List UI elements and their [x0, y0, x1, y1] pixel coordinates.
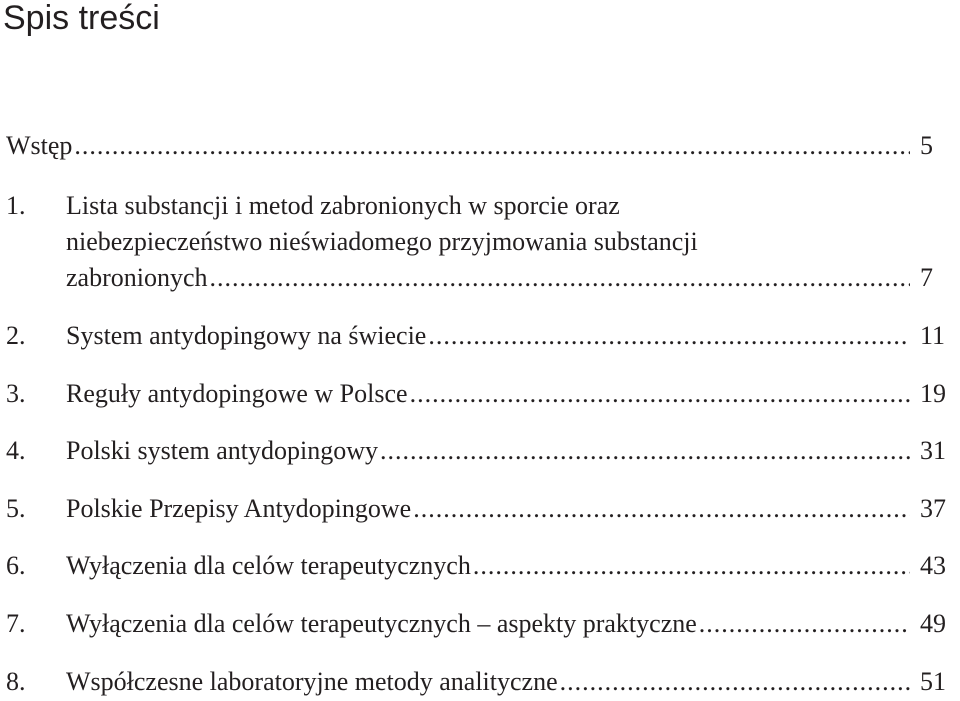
dot-leader — [699, 608, 910, 640]
toc-entry-title: Wyłączenia dla celów terapeutycznych – aspekty praktyczne — [66, 609, 697, 638]
toc-entry-number: 4. — [6, 436, 26, 465]
toc-page-number: 43 — [920, 551, 946, 580]
toc-entry-title: zabronionych — [66, 263, 208, 292]
dot-leader — [210, 262, 910, 294]
dot-leader — [410, 378, 910, 410]
dot-leader — [428, 320, 910, 352]
toc-page-number: 31 — [920, 436, 946, 465]
toc-entry-title-line: Lista substancji i metod zabronionych w sporcie oraz — [66, 191, 620, 220]
toc-entry-title-line: niebezpieczeństwo nieświadomego przyjmowania substancji — [66, 227, 698, 256]
toc-entry-title: Wyłączenia dla celów terapeutycznych — [66, 551, 471, 580]
toc-entry-title: Polski system antydopingowy — [66, 436, 379, 465]
toc-entry-title: Współczesne laboratoryjne metody analityczne — [66, 667, 558, 696]
dot-leader — [380, 435, 910, 467]
toc-page-number: 19 — [920, 379, 946, 408]
toc-page-number: 51 — [920, 667, 946, 696]
dot-leader — [74, 130, 910, 162]
toc-entry-title: System antydopingowy na świecie — [66, 321, 427, 350]
toc-entry-number: 7. — [6, 609, 26, 638]
toc-entry-number: 8. — [6, 667, 26, 696]
toc-entry-number: 3. — [6, 379, 26, 408]
toc-page-number: 11 — [920, 321, 946, 350]
toc-page-number: 49 — [920, 609, 946, 638]
dot-leader — [473, 550, 910, 582]
toc-entry-number: 6. — [6, 551, 26, 580]
toc-page-number: 37 — [920, 494, 946, 523]
toc-entry-number: 5. — [6, 494, 26, 523]
page-title: Spis treści — [3, 0, 160, 37]
toc-entry-title: Reguły antydopingowe w Polsce — [66, 379, 408, 408]
toc-page-number: 7 — [920, 263, 933, 292]
toc-entry-number: 1. — [6, 191, 26, 220]
toc-entry-title: Polskie Przepisy Antydopingowe — [66, 494, 412, 523]
toc-entry-title: Wstęp — [6, 131, 73, 160]
dot-leader — [413, 493, 910, 525]
toc-page-number: 5 — [920, 131, 933, 160]
toc-entry-number: 2. — [6, 321, 26, 350]
dot-leader — [560, 666, 910, 698]
